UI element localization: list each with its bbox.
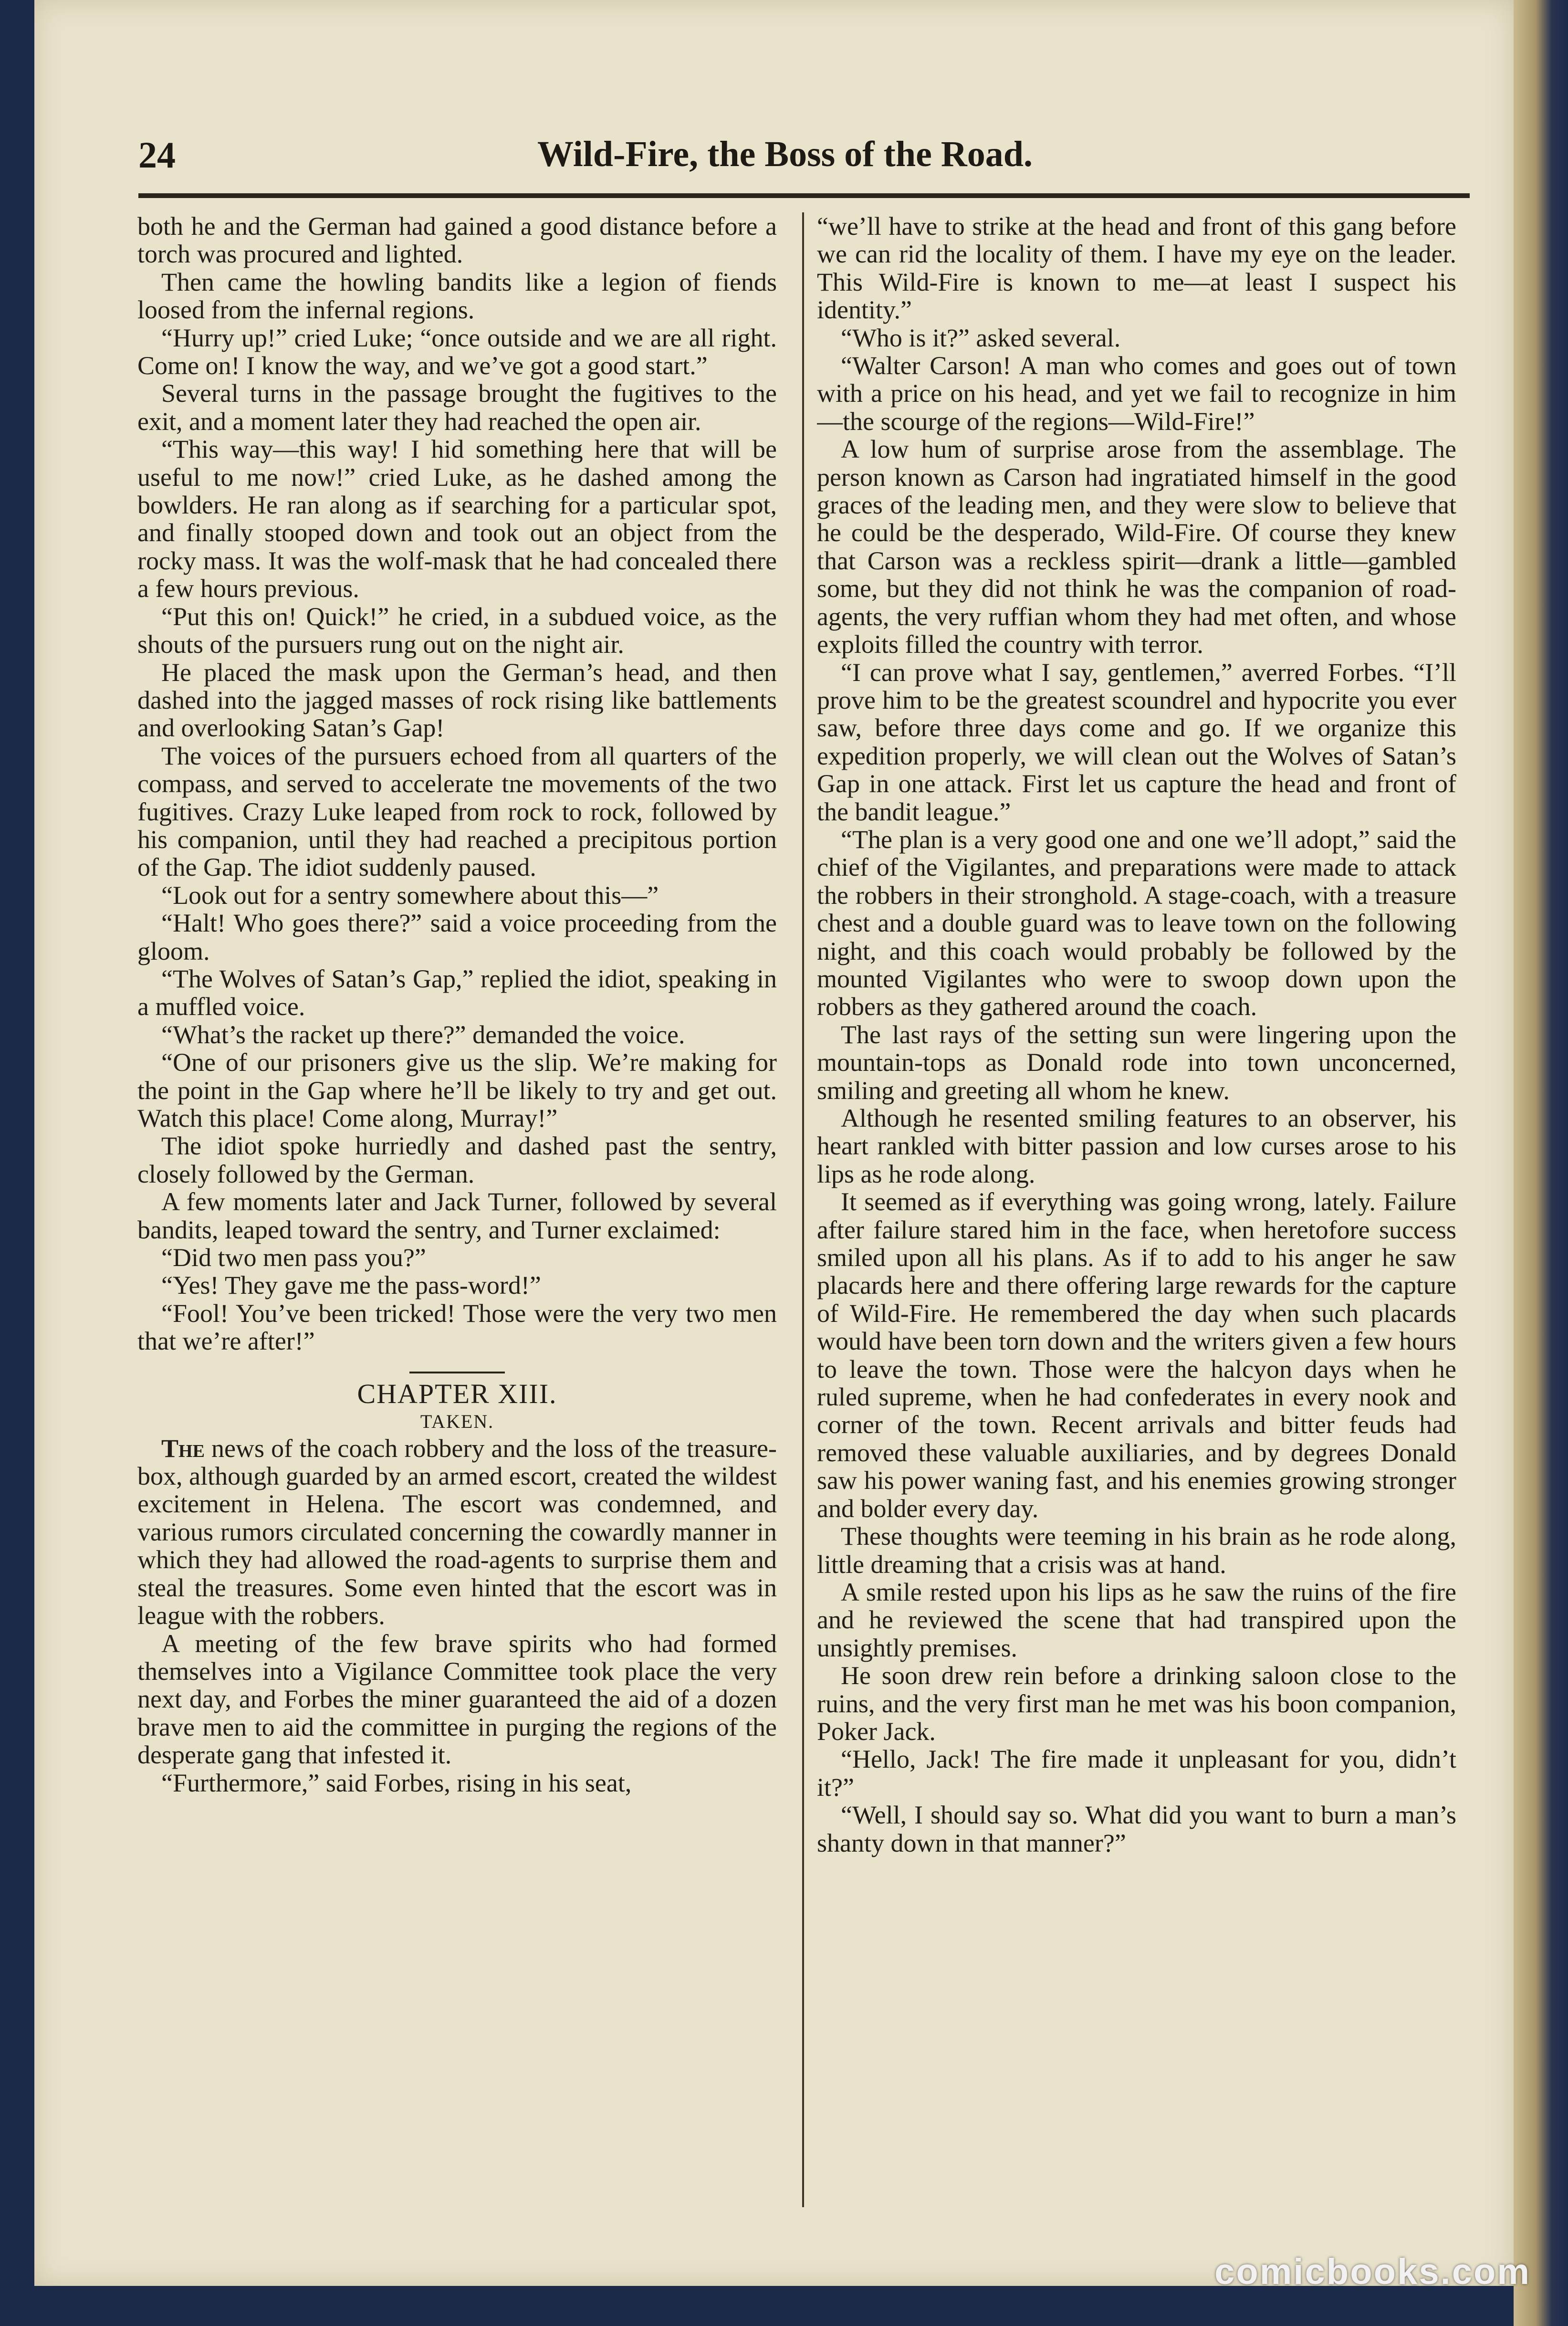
chapter-first-paragraph-text: news of the coach robbery and the loss of the treasure-box, although guarded by an armed escort, created the wildest excitement in Helena. The escort was condemned, and various rumors circulated concerning the cowardly manner in which they had allowed the road-agents to surprise them and steal the treasures. Some even hinted that the escort was in league with the robbers. bbox=[137, 1434, 777, 1630]
paragraph: The idiot spoke hurriedly and dashed past the sentry, closely followed by the German. bbox=[137, 1132, 777, 1188]
left-column-paragraphs-after bbox=[137, 1630, 777, 1797]
chapter-title: CHAPTER XIII. bbox=[357, 1378, 557, 1409]
page-header bbox=[100, 129, 1470, 181]
page-edge bbox=[1514, 0, 1568, 2326]
paragraph: The last rays of the setting sun were lingering upon the mountain-tops as Donald rode into town unconcerned, smiling and greeting all whom he knew. bbox=[817, 1020, 1456, 1105]
paragraph: “Walter Carson! A man who comes and goes out of town with a price on his head, and yet we fail to recognize in him—the scourge of the regions—Wild-Fire!” bbox=[817, 351, 1456, 436]
page-number: 24 bbox=[138, 134, 176, 176]
paragraph: Several turns in the passage brought the fugitives to the exit, and a moment later they had reached the open air. bbox=[137, 379, 777, 436]
right-column bbox=[817, 212, 1456, 2207]
paragraph: It seemed as if everything was going wrong, lately. Failure after failure stared him in the face, when heretofore success smiled upon all his plans. As if to add to his anger he saw placards here and there offering large rewards for the capture of Wild-Fire. He remembered the day when such placards would have been torn down and the writers given a few hours to leave the town. Those were the halcyon days when he ruled supreme, when he had confederates in every nook and corner of the town. Recent arrivals and bitter feuds had removed these valuable auxiliaries, and by degrees Donald saw his power waning fast, and his enemies growing stronger and bolder every day. bbox=[817, 1187, 1456, 1523]
watermark: comicbooks.com bbox=[1214, 2252, 1531, 2292]
paragraph: “Hurry up!” cried Luke; “once outside and we are all right. Come on! I know the way, and we’ve got a good start.” bbox=[137, 323, 777, 380]
paragraph: “This way—this way! I hid something here that will be useful to me now!” cried Luke, as he dashed among the bowlders. He ran along as if searching for a particular spot, and finally stooped down and took out an object from the rocky mass. It was the wolf-mask that he had concealed there a few hours previous. bbox=[137, 435, 777, 603]
chapter-rule bbox=[409, 1372, 505, 1373]
paragraph: “we’ll have to strike at the head and front of this gang before we can rid the locality of them. I have my eye on the leader. This Wild-Fire is known to me—at least I suspect his identity.” bbox=[817, 212, 1456, 325]
paragraph: “Put this on! Quick!” he cried, in a subdued voice, as the shouts of the pursuers rung out on the night air. bbox=[137, 602, 777, 659]
paragraph: A few moments later and Jack Turner, followed by several bandits, leaped toward the sentry, and Turner exclaimed: bbox=[137, 1187, 777, 1244]
paragraph: “Halt! Who goes there?” said a voice proceeding from the gloom. bbox=[137, 909, 777, 965]
paragraph: “The Wolves of Satan’s Gap,” replied the idiot, speaking in a muffled voice. bbox=[137, 964, 777, 1021]
paragraph: “Hello, Jack! The fire made it unpleasant for you, didn’t it?” bbox=[817, 1745, 1456, 1802]
right-column-paragraphs bbox=[817, 212, 1456, 1857]
paragraph: “One of our prisoners give us the slip. We’re making for the point in the Gap where he’ll be likely to try and get out. Watch this place! Come along, Murray!” bbox=[137, 1048, 777, 1132]
paragraph: “Did two men pass you?” bbox=[161, 1243, 426, 1272]
paragraph: Although he resented smiling features to an observer, his heart rankled with bitter passion and low curses arose to his lips as he rode along. bbox=[817, 1104, 1456, 1188]
paragraph: “Yes! They gave me the pass-word!” bbox=[161, 1271, 541, 1300]
paragraph: These thoughts were teeming in his brain as he rode along, little dreaming that a crisis was at hand. bbox=[817, 1522, 1456, 1579]
running-title: Wild-Fire, the Boss of the Road. bbox=[537, 134, 1033, 174]
column-divider bbox=[802, 212, 804, 2207]
paragraph: Then came the howling bandits like a legion of fiends loosed from the infernal regions. bbox=[137, 267, 777, 325]
paragraph: “Well, I should say so. What did you want to burn a man’s shanty down in that manner?” bbox=[817, 1801, 1456, 1857]
paragraph: “The plan is a very good one and one we’ll adopt,” said the chief of the Vigilantes, and preparations were made to attack the robbers in their stronghold. A stage-coach, with a treasure chest and a double guard was to leave town on the following night, and this coach would probably be followed by the mounted Vigilantes who were to swoop down upon the robbers as they gathered around the coach. bbox=[817, 825, 1456, 1021]
left-column bbox=[137, 212, 777, 2207]
paragraph: A meeting of the few brave spirits who had formed themselves into a Vigilance Committee took place the very next day, and Forbes the miner guaranteed the aid of a dozen brave men to aid the committee in purging the regions of the desperate gang that infested it. bbox=[137, 1629, 777, 1770]
paragraph: “Look out for a sentry somewhere about this—” bbox=[161, 880, 659, 910]
paragraph: both he and the German had gained a good distance before a torch was procured and lighted. bbox=[137, 212, 777, 269]
chapter-subtitle: TAKEN. bbox=[420, 1410, 494, 1432]
paragraph: He soon drew rein before a drinking saloon close to the ruins, and the very first man he met was his boon companion, Poker Jack. bbox=[817, 1661, 1456, 1746]
chapter-first-paragraph bbox=[137, 1435, 777, 1630]
paragraph: “Who is it?” asked several. bbox=[841, 323, 1121, 352]
paragraph: “I can prove what I say, gentlemen,” averred Forbes. “I’ll prove him to be the greatest scoundrel and hypocrite you ever saw, before three days come and go. If we organize this expedition properly, we will clean out the Wolves of Satan’s Gap in one attack. First let us capture the head and front of the bandit league.” bbox=[817, 658, 1456, 826]
paragraph: “Fool! You’ve been tricked! Those were the very two men that we’re after!” bbox=[137, 1299, 777, 1356]
paragraph: “What’s the racket up there?” demanded the voice. bbox=[161, 1020, 685, 1049]
paragraph: A low hum of surprise arose from the assemblage. The person known as Carson had ingratiated himself in the good graces of the leading men, and they were slow to believe that he could be the desperado, Wild-Fire. Of course they knew that Carson was a reckless spirit—drank a little—gambled some, but they did not think he was the companion of road-agents, the very ruffian whom they had met often, and whose exploits filled the country with terror. bbox=[817, 435, 1456, 659]
chapter-lead-word: The bbox=[161, 1434, 205, 1463]
paragraph: A smile rested upon his lips as he saw the ruins of the fire and he reviewed the scene that had transpired upon the unsightly premises. bbox=[817, 1577, 1456, 1662]
paragraph: “Furthermore,” said Forbes, rising in his seat, bbox=[161, 1768, 632, 1797]
paragraph: The voices of the pursuers echoed from all quarters of the compass, and served to accelerate tne movements of the two fugitives. Crazy Luke leaped from rock to rock, followed by his companion, until they had reached a precipitous portion of the Gap. The idiot suddenly paused. bbox=[137, 741, 777, 882]
header-rule bbox=[138, 193, 1470, 198]
left-column-paragraphs bbox=[137, 212, 777, 1355]
paragraph: He placed the mask upon the German’s head, and then dashed into the jagged masses of rock rising like battlements and overlooking Satan’s Gap! bbox=[137, 658, 777, 743]
